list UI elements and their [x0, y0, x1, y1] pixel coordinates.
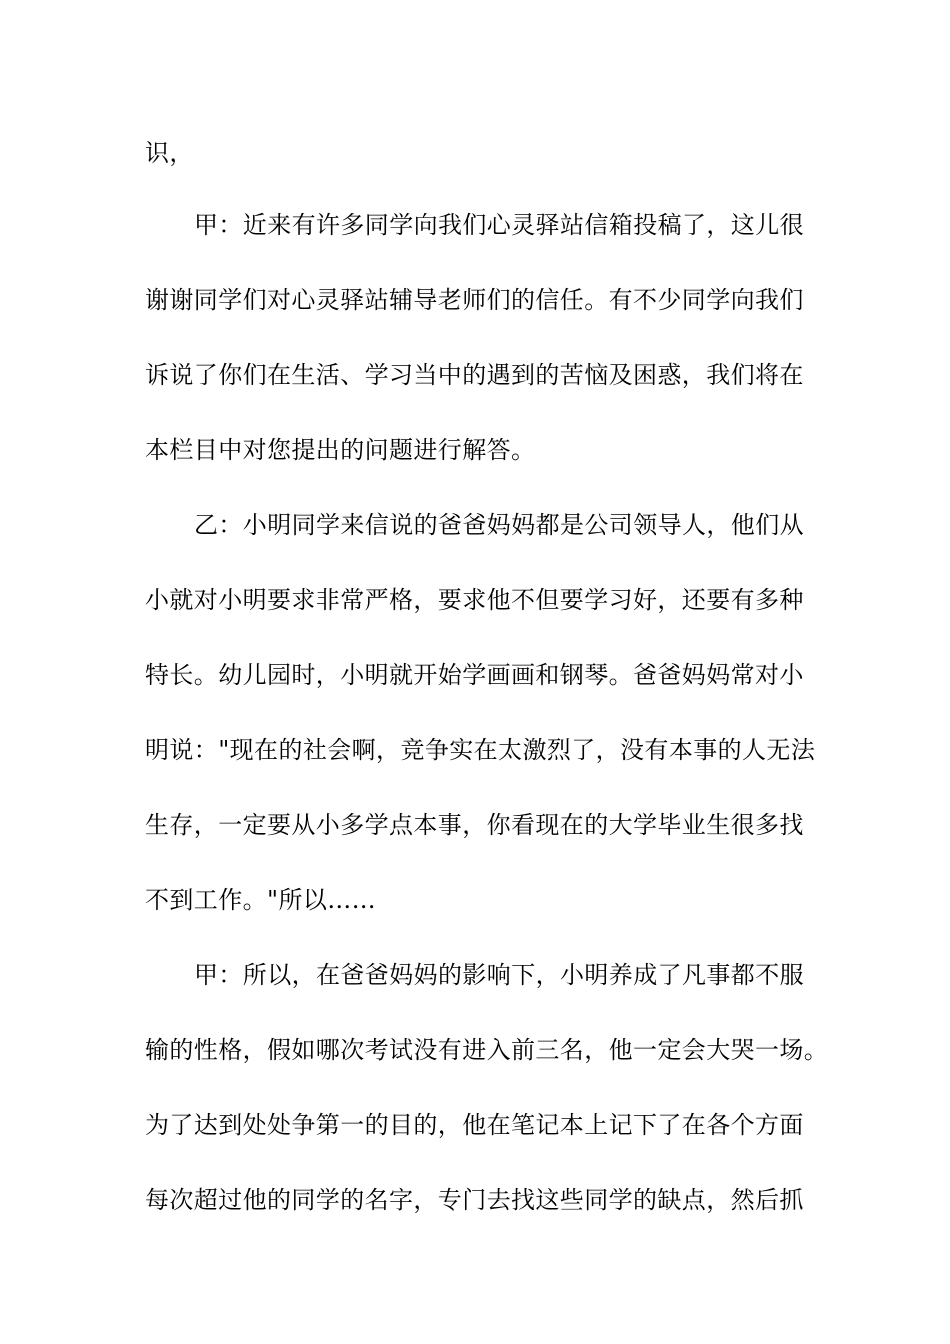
paragraph-start-line: 甲：所以，在爸爸妈妈的影响下，小明养成了凡事都不服	[194, 961, 804, 989]
text-line: 特长。幼儿园时，小明就开始学画画和钢琴。爸爸妈妈常对小	[145, 661, 804, 689]
text-line: 输的性格，假如哪次考试没有进入前三名，他一定会大哭一场。	[145, 1036, 829, 1064]
text-line: 明说："现在的社会啊，竞争实在太激烈了，没有本事的人无法	[145, 736, 816, 764]
paragraph-start-line: 乙：小明同学来信说的爸爸妈妈都是公司领导人，他们从	[194, 511, 804, 539]
text-line: 谢谢同学们对心灵驿站辅导老师们的信任。有不少同学向我们	[145, 286, 804, 314]
text-line: 不到工作。"所以……	[145, 886, 377, 914]
text-line: 每次超过他的同学的名字，专门去找这些同学的缺点，然后抓	[145, 1186, 804, 1214]
text-line: 为了达到处处争第一的目的，他在笔记本上记下了在各个方面	[145, 1111, 804, 1139]
text-line: 小就对小明要求非常严格，要求他不但要学习好，还要有多种	[145, 586, 804, 614]
text-line: 本栏目中对您提出的问题进行解答。	[145, 436, 536, 464]
text-line: 识，	[145, 139, 194, 167]
text-line: 诉说了你们在生活、学习当中的遇到的苦恼及困惑，我们将在	[145, 361, 804, 389]
text-line: 生存，一定要从小多学点本事，你看现在的大学毕业生很多找	[145, 811, 804, 839]
paragraph-start-line: 甲：近来有许多同学向我们心灵驿站信箱投稿了，这儿很	[194, 211, 804, 239]
